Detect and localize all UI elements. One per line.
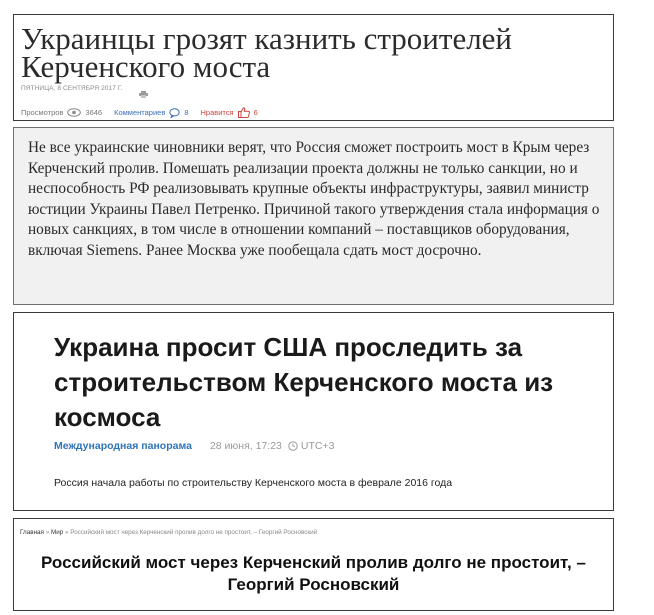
breadcrumb-section[interactable]: Мир bbox=[50, 529, 64, 536]
timezone-label: UTC+3 bbox=[300, 440, 335, 452]
comments-count: 8 bbox=[184, 108, 189, 117]
views-label: Просмотров bbox=[21, 108, 64, 117]
breadcrumb bbox=[20, 529, 317, 536]
article3-title[interactable]: Украина просит США проследить за строительством Керченского моста из космоса bbox=[54, 332, 554, 432]
article-card-1 bbox=[13, 14, 614, 121]
likes-link[interactable]: Нравится bbox=[200, 108, 234, 117]
views-count: 3646 bbox=[85, 108, 103, 117]
breadcrumb-separator: » bbox=[43, 529, 51, 536]
breadcrumb-current: Российский мост через Керченский пролив долго не простоит, – Георгий Росновский bbox=[70, 529, 318, 536]
thumbs-up-icon[interactable] bbox=[238, 107, 250, 118]
article1-date: ПЯТНИЦА, 8 СЕНТЯБРЯ 2017 Г. bbox=[21, 85, 123, 92]
breadcrumb-separator: » bbox=[63, 529, 71, 536]
article3-timezone bbox=[288, 440, 335, 452]
article3-date: 28 июня, 17:23 bbox=[209, 440, 282, 452]
likes-count: 6 bbox=[253, 108, 258, 117]
article3-rubric[interactable]: Международная панорама bbox=[54, 440, 192, 452]
article1-title[interactable]: Украинцы грозят казнить строителей Керченского моста bbox=[21, 21, 513, 84]
printer-icon[interactable] bbox=[139, 85, 148, 92]
eye-icon bbox=[67, 108, 81, 117]
article2-text: Не все украинские чиновники верят, что Россия сможет построить мост в Крым через Керченский пролив. Помешать реализации проекта должны не только санкции, но и неспособность РФ реализовывать крупные объекты инфраструктуры, заявил министр юстиции Украины Павел Петренко. Причиной такого утверждения стала информация о новых санкциях, в том числе в отношении компаний – поставщиков оборудования, включая Siemens. Ранее Москва уже пообещала сдать мост досрочно. bbox=[28, 139, 600, 259]
article3-lead: Россия начала работы по строительству Керченского моста в феврале 2016 года bbox=[54, 477, 453, 489]
article-card-2 bbox=[13, 127, 614, 305]
comment-icon[interactable] bbox=[169, 108, 180, 118]
breadcrumb-home[interactable]: Главная bbox=[20, 529, 44, 536]
article3-meta bbox=[54, 440, 334, 452]
article-card-3 bbox=[13, 312, 614, 511]
article-card-4 bbox=[13, 518, 614, 611]
article4-title[interactable]: Российский мост через Керченский пролив долго не простоит, – Георгий Росновский bbox=[41, 553, 586, 594]
article1-stats bbox=[21, 107, 270, 118]
clock-icon bbox=[288, 441, 298, 451]
comments-link[interactable]: Комментариев bbox=[114, 108, 166, 117]
